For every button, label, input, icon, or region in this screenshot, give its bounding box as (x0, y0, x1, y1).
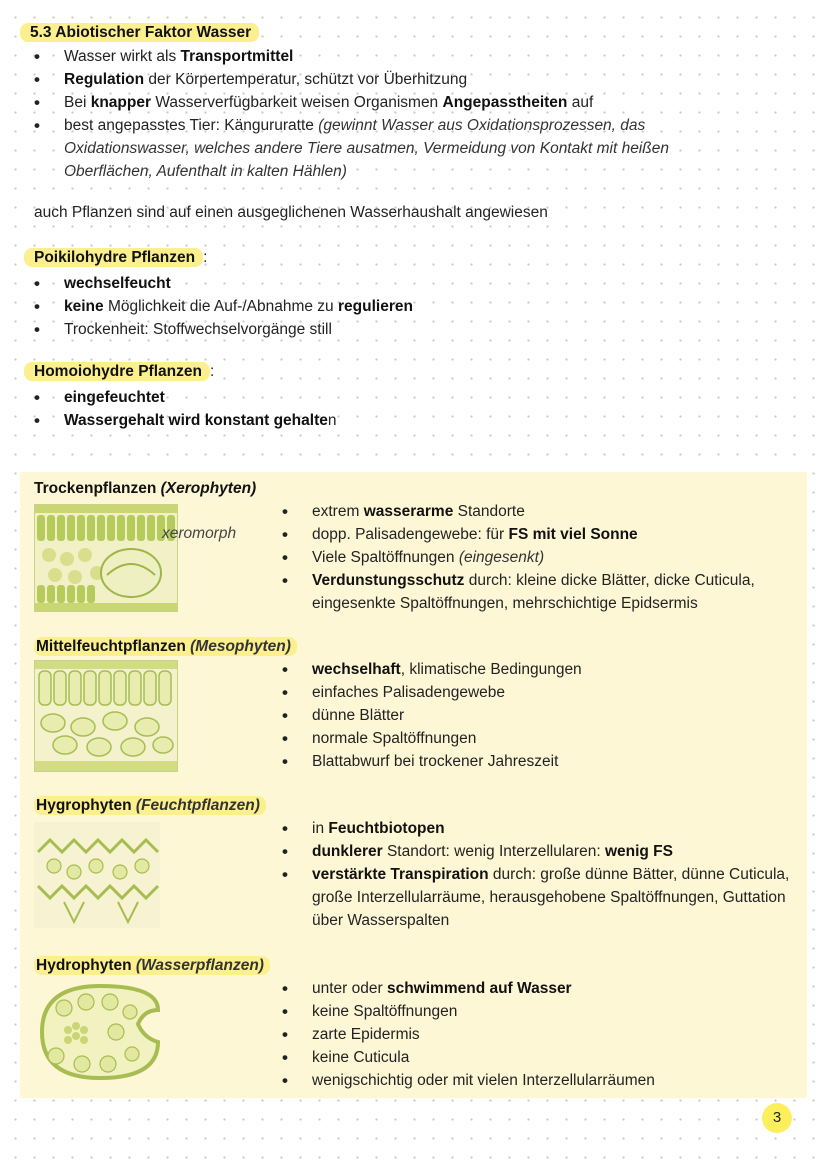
meso-title: Mittelfeuchtpflanzen (Mesophyten) (34, 638, 297, 656)
list-item: • Trockenheit: Stoffwechselvorgänge still (34, 318, 734, 341)
list-item: • Verdunstungsschutz durch: kleine dicke Blätter, dicke Cuticula, eingesenkte Spaltöffnungen, mehrschichtige Epidsermis (282, 569, 792, 615)
poikilo-list (34, 272, 734, 341)
list-item: • Blattabwurf bei trockener Jahreszeit (282, 750, 792, 773)
list-item: • wenigschichtig oder mit vielen Interzellularräumen (282, 1069, 792, 1092)
list-item: • unter oder schwimmend auf Wasser (282, 977, 792, 1000)
list-item: • dopp. Palisadengewebe: für FS mit viel Sonne (282, 523, 792, 546)
page-heading: 5.3 Abiotischer Faktor Wasser (20, 24, 259, 42)
list-item: • best angepasstes Tier: Kängururatte (gewinnt Wasser aus Oxidationsprozessen, das Oxidationswasser, welches andere Tiere ausatmen, Vermeidung von Kontakt mit heißen Oberflächen, Aufenthalt in kalten Hählen) (34, 114, 754, 183)
homoio-title: Homoiohydre Pflanzen : (24, 363, 214, 381)
list-item: • eingefeuchtet (34, 386, 734, 409)
list-item: • keine Cuticula (282, 1046, 792, 1069)
page-number: 3 (762, 1103, 792, 1133)
xero-title: Trockenpflanzen (Xerophyten) (34, 480, 257, 497)
plants-note: auch Pflanzen sind auf einen ausgeglichenen Wasserhaushalt angewiesen (34, 204, 548, 221)
list-item: • Wassergehalt wird konstant gehalten (34, 409, 734, 432)
meso-list (282, 658, 792, 773)
hygrophyte-leaf-image (34, 822, 160, 928)
list-item: • zarte Epidermis (282, 1023, 792, 1046)
list-item: • Regulation der Körpertemperatur, schützt vor Überhitzung (34, 68, 754, 91)
list-item: • verstärkte Transpiration durch: große dünne Bätter, dünne Cuticula, große Interzellularräume, herausgehobene Spaltöffnungen, Guttation über Wasserspalten (282, 863, 792, 932)
intro-bullet-list (34, 45, 754, 183)
list-item: • dünne Blätter (282, 704, 792, 727)
plant-types-panel (20, 472, 807, 1098)
list-item: • in Feuchtbiotopen (282, 817, 792, 840)
list-item: • Viele Spaltöffnungen (eingesenkt) (282, 546, 792, 569)
homoio-list (34, 386, 734, 432)
hydrophyte-leaf-image (34, 980, 166, 1084)
xero-list (282, 500, 792, 615)
list-item: • einfaches Palisadengewebe (282, 681, 792, 704)
list-item: • extrem wasserarme Standorte (282, 500, 792, 523)
hygro-list (282, 817, 792, 932)
list-item: • wechselfeucht (34, 272, 734, 295)
hydro-title: Hydrophyten (Wasserpflanzen) (34, 957, 270, 975)
list-item: • Bei knapper Wasserverfügbarkeit weisen Organismen Angepasstheiten auf (34, 91, 754, 114)
list-item: • wechselhaft, klimatische Bedingungen (282, 658, 792, 681)
mesophyte-leaf-image (34, 660, 178, 772)
list-item: • dunklerer Standort: wenig Interzellularen: wenig FS (282, 840, 792, 863)
list-item: • keine Möglichkeit die Auf-/Abnahme zu regulieren (34, 295, 734, 318)
poikilo-title: Poikilohydre Pflanzen : (24, 249, 207, 267)
xerophyte-leaf-image (34, 504, 178, 612)
list-item: • Wasser wirkt als Transportmittel (34, 45, 754, 68)
hydro-list (282, 977, 792, 1092)
hygro-title: Hygrophyten (Feuchtpflanzen) (34, 797, 266, 815)
list-item: • normale Spaltöffnungen (282, 727, 792, 750)
list-item: • keine Spaltöffnungen (282, 1000, 792, 1023)
xeromorph-label: xeromorph (162, 525, 237, 542)
